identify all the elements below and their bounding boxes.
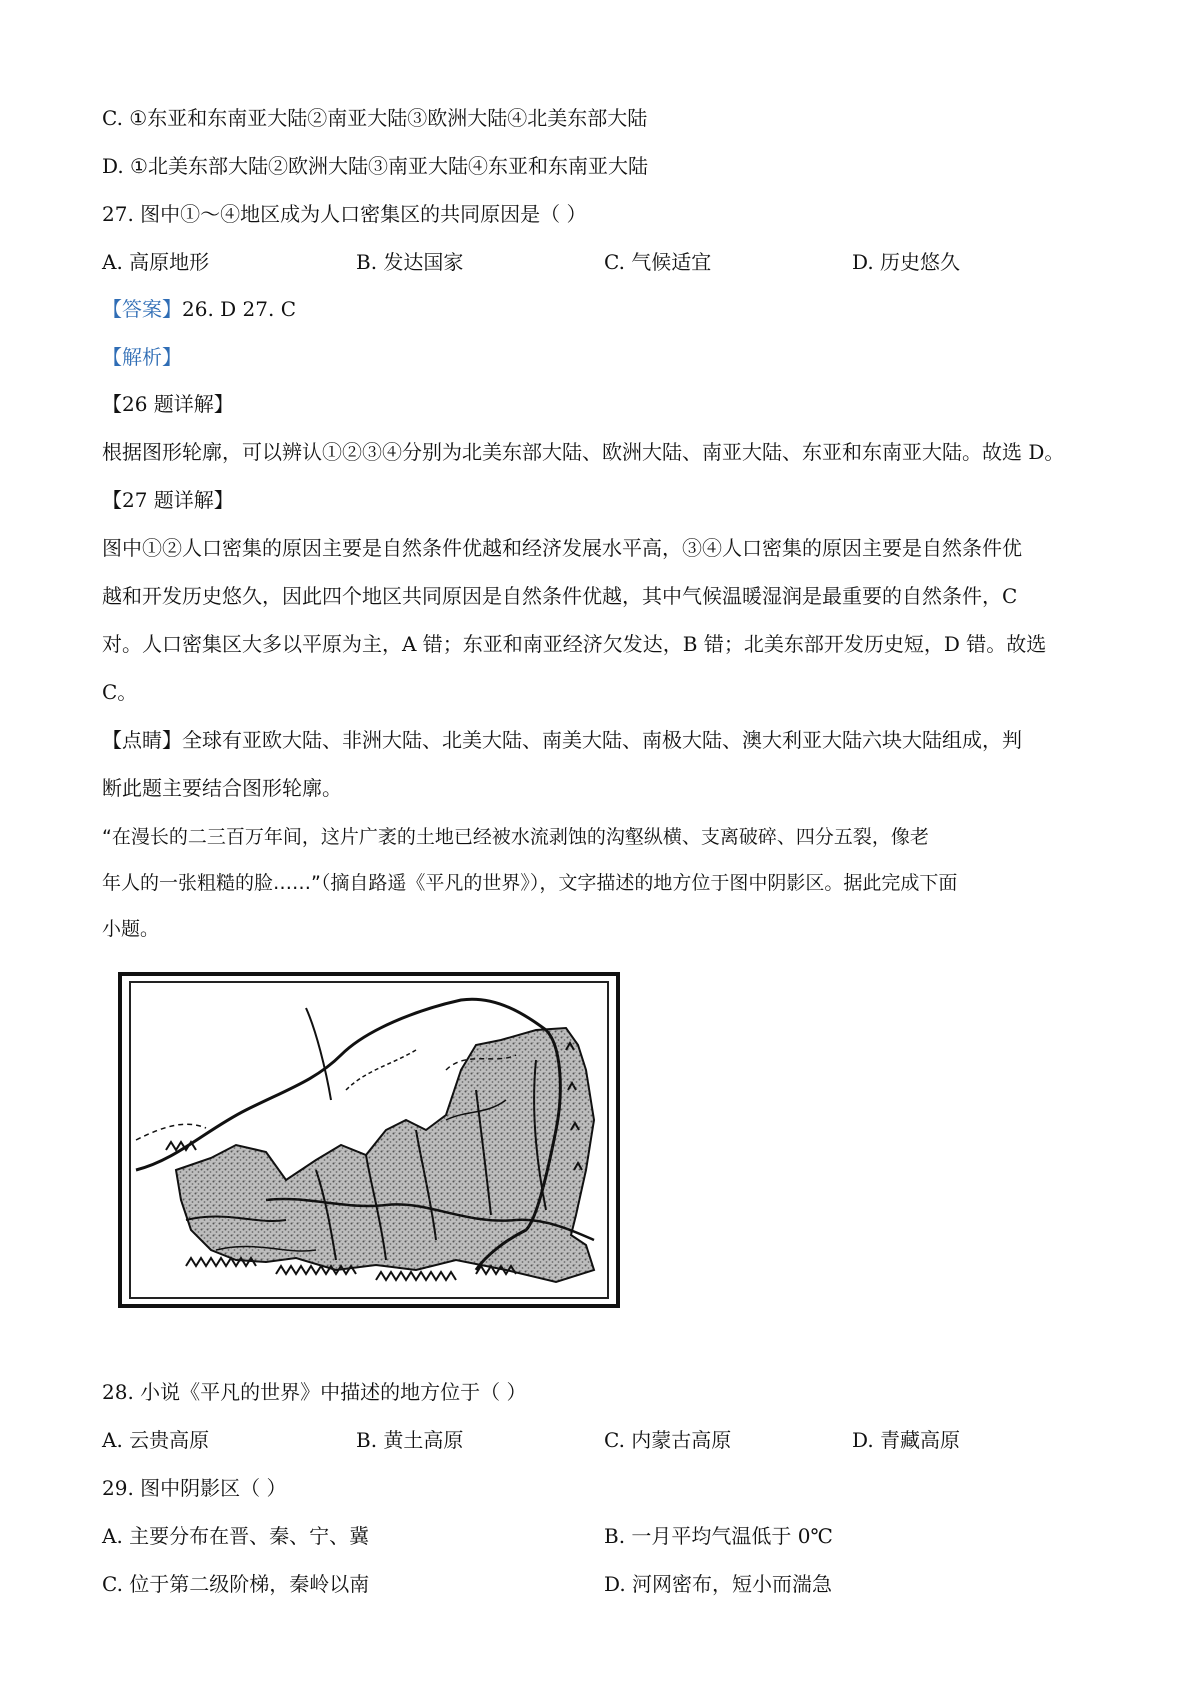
passage-line: “在漫长的二三百万年间，这片广袤的土地已经被水流剥蚀的沟壑纵横、支离破碎、四分五裂，像老 — [102, 826, 929, 848]
detail26-text: 根据图形轮廓，可以辨认①②③④分别为北美东部大陆、欧洲大陆、南亚大陆、东亚和东南亚大陆。故选 D。 — [102, 440, 1065, 464]
detail27-heading: 【27 题详解】 — [102, 488, 234, 512]
answer-line — [102, 295, 296, 323]
passage-line: 年人的一张粗糙的脸……”（摘自路遥《平凡的世界》），文字描述的地方位于图中阴影区。据此完成下面 — [102, 872, 958, 894]
loess-plateau-map — [116, 970, 622, 1310]
q26-option-d: D. ①北美东部大陆②欧洲大陆③南亚大陆④东亚和东南亚大陆 — [102, 154, 648, 178]
q29-stem: 29. 图中阴影区（ ） — [102, 1476, 287, 1500]
q26-option-c: C. ①东亚和东南亚大陆②南亚大陆③欧洲大陆④北美东部大陆 — [102, 106, 648, 130]
q28-option-c: C. 内蒙古高原 — [604, 1428, 732, 1452]
q27-option-a: A. 高原地形 — [102, 250, 210, 274]
q28-option-b: B. 黄土高原 — [356, 1428, 464, 1452]
q29-option-d: D. 河网密布，短小而湍急 — [604, 1572, 833, 1596]
q27-option-d: D. 历史悠久 — [852, 250, 961, 274]
answer-text: 26. D 27. C — [182, 297, 297, 321]
q29-option-a: A. 主要分布在晋、秦、宁、冀 — [102, 1524, 370, 1548]
q27-stem: 27. 图中①～④地区成为人口密集区的共同原因是（ ） — [102, 202, 587, 226]
answer-tag: 【答案】 — [102, 297, 182, 321]
passage-line: 小题。 — [102, 918, 160, 940]
analysis-tag: 【解析】 — [102, 345, 182, 369]
q29-option-c: C. 位于第二级阶梯，秦岭以南 — [102, 1572, 370, 1596]
q27-option-c: C. 气候适宜 — [604, 250, 712, 274]
detail27-line: 图中①②人口密集的原因主要是自然条件优越和经济发展水平高，③④人口密集的原因主要是自然条件优 — [102, 536, 1022, 560]
detail27-line: 对。人口密集区大多以平原为主，A 错；东亚和南亚经济欠发达，B 错；北美东部开发历史短，D 错。故选 — [102, 632, 1047, 656]
q27-option-b: B. 发达国家 — [356, 250, 464, 274]
q28-option-d: D. 青藏高原 — [852, 1428, 961, 1452]
q28-stem: 28. 小说《平凡的世界》中描述的地方位于（ ） — [102, 1380, 527, 1404]
q28-option-a: A. 云贵高原 — [102, 1428, 210, 1452]
tip-line: 断此题主要结合图形轮廓。 — [102, 776, 342, 800]
detail27-line: 越和开发历史悠久，因此四个地区共同原因是自然条件优越，其中气候温暖湿润是最重要的自然条件，C — [102, 584, 1018, 608]
q29-option-b: B. 一月平均气温低于 0℃ — [604, 1524, 833, 1548]
detail27-line: C。 — [102, 680, 138, 704]
detail26-heading: 【26 题详解】 — [102, 392, 234, 416]
tip-line: 【点睛】全球有亚欧大陆、非洲大陆、北美大陆、南美大陆、南极大陆、澳大利亚大陆六块大陆组成，判 — [102, 728, 1022, 752]
